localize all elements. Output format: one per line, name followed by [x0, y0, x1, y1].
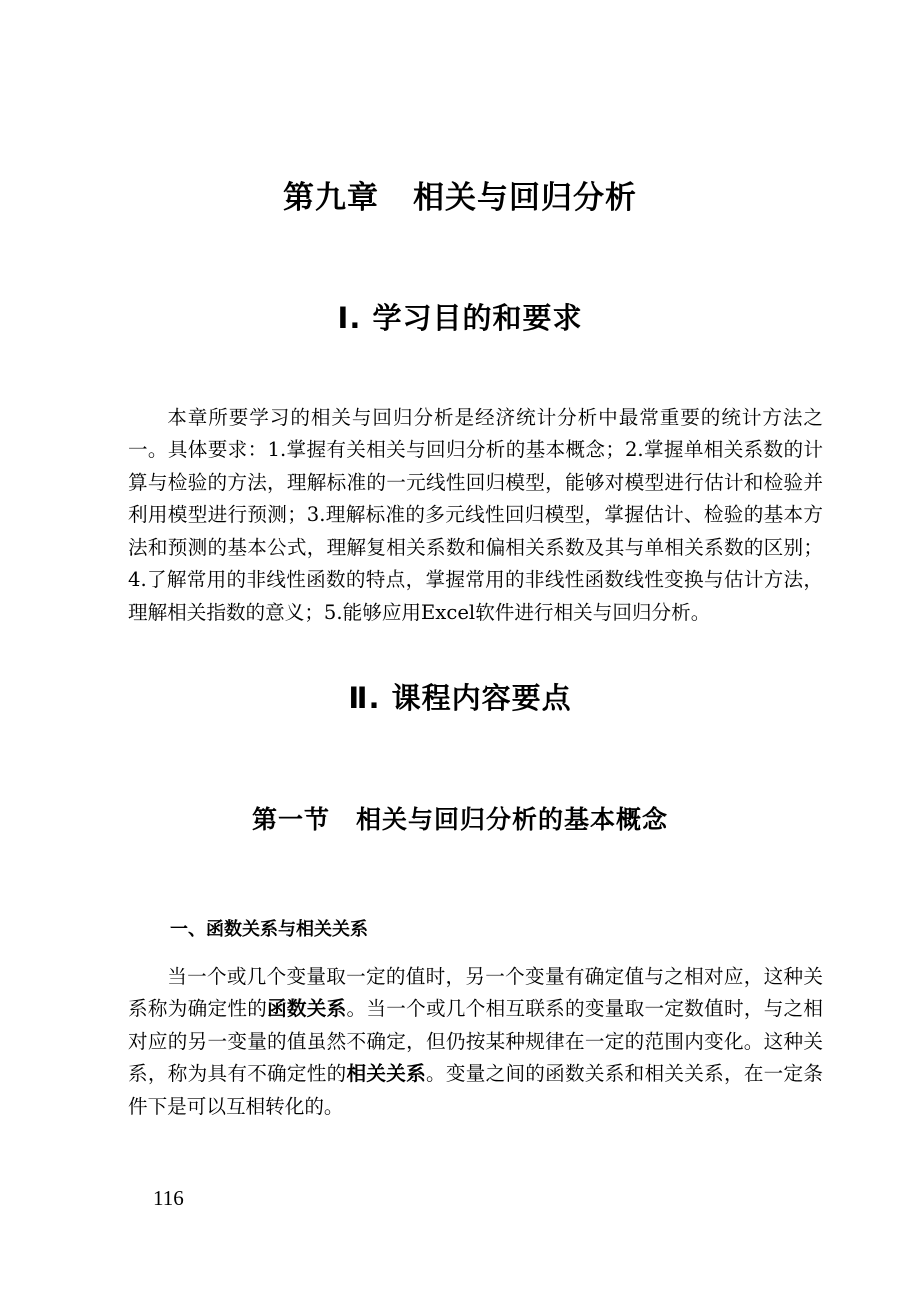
part-2-heading	[0, 676, 920, 717]
paragraph-text-1: 当一个或几个变量取一定的值时，另一个变量有确定值与之相对应，这种关系称为确定性的	[128, 964, 823, 1021]
chapter-number: 第九章	[283, 180, 379, 216]
section-1-number: 第一节	[251, 805, 330, 834]
paragraph-text-3: 。变量之间的函数关系和相关关系，在一定条件下是可以互相转化的。	[128, 1062, 824, 1118]
term-functional-relation: 函数关系	[267, 997, 347, 1021]
chapter-name: 相关与回归分析	[413, 180, 637, 216]
subsection-1-heading: 一、函数关系与相关关系	[170, 919, 368, 940]
section-1-heading	[0, 800, 920, 836]
part-2-numeral: Ⅱ.	[348, 681, 381, 715]
page-number: 116	[153, 1186, 184, 1210]
paragraph-text-2: 。当一个或几个相互联系的变量取一定数值时，与之相对应的另一变量的值虽然不确定，但仍按某种规律在一定的范围内变化。这种关系，称为具有不确定性的	[128, 997, 824, 1086]
part-2-title: 课程内容要点	[391, 681, 572, 715]
part-1-numeral: Ⅰ.	[337, 301, 362, 335]
part-1-title: 学习目的和要求	[372, 301, 583, 335]
subsection-1-paragraph	[128, 961, 823, 1124]
section-1-title: 相关与回归分析的基本概念	[356, 805, 669, 834]
term-correlation-relation: 相关关系	[346, 1062, 426, 1086]
chapter-title	[0, 172, 920, 217]
part-1-heading	[0, 296, 920, 337]
learning-objectives-paragraph: 本章所要学习的相关与回归分析是经济统计分析中最常重要的统计方法之一。具体要求：1.掌握有关相关与回归分析的基本概念；2.掌握单相关系数的计算与检验的方法，理解标准的一元线性回归模型，能够对模型进行估计和检验并利用模型进行预测；3.理解标准的多元线性回归模型，掌握估计、检验的基本方法和预测的基本公式，理解复相关系数和偏相关系数及其与单相关系数的区别；4.了解常用的非线性函数的特点，掌握常用的非线性函数线性变换与估计方法，理解相关指数的意义；5.能够应用Excel软件进行相关与回归分析。	[128, 405, 823, 624]
